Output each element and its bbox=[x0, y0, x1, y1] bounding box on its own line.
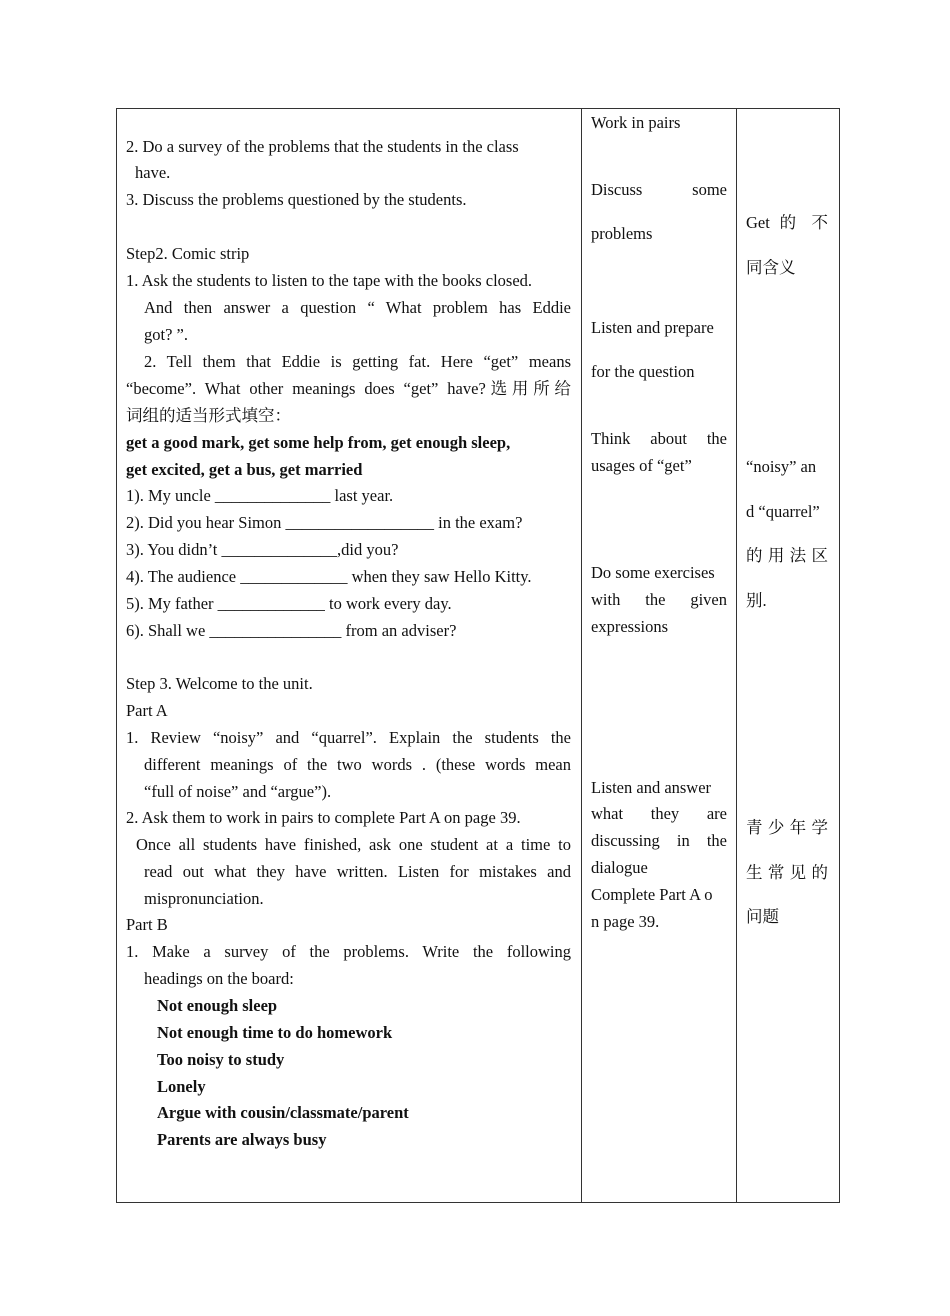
survey-item: 2. Do a survey of the problems that the students in the class bbox=[126, 137, 519, 156]
board-heading: Argue with cousin/classmate/parent bbox=[157, 1103, 409, 1122]
activity-text: usages of “get” bbox=[591, 456, 692, 475]
board-heading: Lonely bbox=[157, 1077, 206, 1096]
note-text: Get 的 不 bbox=[746, 213, 828, 232]
exercise-item: 4). The audience _____________ when they saw Hello Kitty. bbox=[126, 567, 532, 586]
activity-text: Listen and prepare bbox=[591, 318, 714, 337]
part-a-line: different meanings of the two words . (these words mean bbox=[144, 755, 571, 774]
part-b-line: headings on the board: bbox=[144, 969, 294, 988]
student-activity-column bbox=[582, 109, 737, 1203]
activity-text: what they are bbox=[591, 804, 727, 823]
step2-line: “become”. What other meanings does “get” have?选用所给 bbox=[126, 379, 571, 398]
part-a-line: read out what they have written. Listen for mistakes and bbox=[144, 862, 571, 881]
board-heading: Not enough sleep bbox=[157, 996, 278, 1015]
board-heading: Too noisy to study bbox=[157, 1050, 285, 1069]
step2-line: 词组的适当形式填空： bbox=[126, 406, 291, 425]
note-text: 青 少 年 学 bbox=[746, 818, 828, 837]
phrases-line: get excited, get a bus, get married bbox=[126, 460, 363, 479]
step2-line: And then answer a question “ What problem has Eddie bbox=[144, 298, 571, 317]
procedure-column bbox=[117, 109, 582, 1203]
activity-text: expressions bbox=[591, 617, 668, 636]
note-text: “noisy” an bbox=[746, 457, 817, 476]
activity-text: for the question bbox=[591, 362, 695, 381]
activity-text: Do some exercises bbox=[591, 563, 715, 582]
part-a-line: “full of noise” and “argue”). bbox=[144, 782, 332, 801]
part-a-heading: Part A bbox=[126, 701, 168, 720]
activity-text: discussing in the bbox=[591, 831, 727, 850]
exercise-item: 1). My uncle ______________ last year. bbox=[126, 486, 394, 505]
activity-text: dialogue bbox=[591, 858, 648, 877]
part-b-heading: Part B bbox=[126, 915, 168, 934]
step2-line: 1. Ask the students to listen to the tape with the books closed. bbox=[126, 271, 533, 290]
lesson-plan-table bbox=[116, 108, 840, 1203]
note-text: 生 常 见 的 bbox=[746, 863, 828, 882]
activity-text: Complete Part A o bbox=[591, 885, 713, 904]
part-a-line: 2. Ask them to work in pairs to complete Part A on page 39. bbox=[126, 808, 521, 827]
exercise-item: 6). Shall we ________________ from an adviser? bbox=[126, 621, 457, 640]
step2-line: got? ”. bbox=[144, 325, 188, 344]
step2-line: 2. Tell them that Eddie is getting fat. Here “get” means bbox=[144, 352, 571, 371]
activity-text: n page 39. bbox=[591, 912, 660, 931]
note-text: 问题 bbox=[746, 907, 779, 926]
exercise-item: 5). My father _____________ to work every day. bbox=[126, 594, 452, 613]
note-text: 别. bbox=[746, 591, 767, 610]
table-row bbox=[117, 109, 840, 1203]
notes-column bbox=[737, 109, 840, 1203]
board-heading: Parents are always busy bbox=[157, 1130, 327, 1149]
phrases-line: get a good mark, get some help from, get enough sleep, bbox=[126, 433, 511, 452]
part-b-line: 1. Make a survey of the problems. Write the following bbox=[126, 942, 571, 961]
board-heading: Not enough time to do homework bbox=[157, 1023, 393, 1042]
activity-text: Listen and answer bbox=[591, 778, 712, 797]
exercise-item: 2). Did you hear Simon __________________ in the exam? bbox=[126, 513, 523, 532]
discuss-item: 3. Discuss the problems questioned by the students. bbox=[126, 190, 467, 209]
step2-heading: Step2. Comic strip bbox=[126, 244, 250, 263]
activity-text: with the given bbox=[591, 590, 727, 609]
note-text: d “quarrel” bbox=[746, 502, 820, 521]
activity-text: Discuss some bbox=[591, 180, 727, 199]
exercise-item: 3). You didn’t ______________,did you? bbox=[126, 540, 399, 559]
note-text: 同含义 bbox=[746, 258, 796, 277]
activity-text: Think about the bbox=[591, 429, 727, 448]
step3-heading: Step 3. Welcome to the unit. bbox=[126, 674, 313, 693]
activity-text: Work in pairs bbox=[591, 113, 681, 132]
part-a-line: mispronunciation. bbox=[144, 889, 264, 908]
note-text: 的 用 法 区 bbox=[746, 546, 828, 565]
survey-item-cont: have. bbox=[135, 163, 171, 182]
part-a-line: Once all students have finished, ask one student at a time to bbox=[136, 835, 571, 854]
part-a-line: 1. Review “noisy” and “quarrel”. Explain the students the bbox=[126, 728, 571, 747]
activity-text: problems bbox=[591, 224, 653, 243]
